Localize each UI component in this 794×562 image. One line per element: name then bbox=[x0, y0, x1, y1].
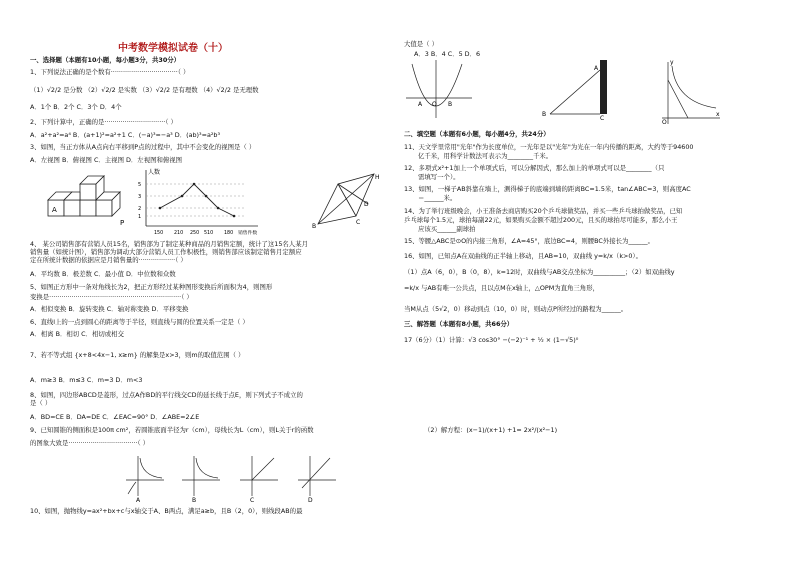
section-3-heading: 三、解答题（本题有8小题，共66分） bbox=[404, 320, 514, 328]
chart-tick-x: 510 bbox=[204, 231, 214, 236]
q11-text-1: 11、天文学里常用"光年"作为长度单位，一光年是以"光年"为光在一年内传播的距离，大约等于94600 bbox=[404, 143, 694, 151]
q9-label-a: A bbox=[136, 497, 141, 502]
q4-text-1: 4、 某公司销售部有营销人员15名，销售部为了制定某种商品的月销售定额，统计了这15名人某月 bbox=[30, 240, 308, 248]
chart-tick-x: 210 bbox=[174, 231, 184, 236]
chart-tick-x: 150 bbox=[154, 231, 164, 236]
chart-tick-x: 180 bbox=[224, 231, 234, 236]
svg-text:B: B bbox=[312, 223, 317, 230]
chart-y-label: 人数 bbox=[148, 169, 161, 176]
q8-text: 8、如图，四边形ABCD是菱形，过点A作BD的平行线交CD的延长线于点E，则下列式子不成立的 bbox=[30, 391, 303, 399]
q5-text-2: 变换是·································································（ ） bbox=[30, 293, 193, 301]
section-1-heading: 一、选择题（本题有10小题，每小题3分，共30分） bbox=[30, 56, 181, 64]
svg-text:A: A bbox=[418, 101, 423, 108]
q14-text-3: 应该买______副球拍 bbox=[418, 225, 476, 233]
svg-text:3: 3 bbox=[138, 194, 142, 200]
q9-graphs bbox=[124, 452, 354, 502]
q6-options: A．相离 B．相切 C．相切或相交 bbox=[30, 330, 124, 338]
q14-text-2: 乒乓球每个1.5元，球拍每副22元，如果购买金额不超过200元，且买的球拍尽可能多，那么小王 bbox=[404, 216, 678, 224]
q9-label-d: D bbox=[308, 497, 313, 502]
q9-text-1: 9、已知圆锥的侧面积是100π cm²，若圆锥底面半径为r（cm），母线长为L（cm），则L关于r的函数 bbox=[30, 426, 314, 434]
q5-options: A．相似变换 B．旋转变换 C．轴对称变换 D．平移变换 bbox=[30, 305, 189, 313]
sales-line-chart bbox=[134, 166, 264, 238]
q3-options: A．左视图 B．俯视图 C．主视图 D．左视图和俯视图 bbox=[30, 156, 183, 164]
q5-text-1: 5、如图正方形中一条对角线长为2，把正方形经过某种图形变换后所面积为4，则图形 bbox=[30, 283, 273, 291]
q2-options: A．a²+a²=a⁴ B．(a+1)²=a²+1 C．(−a)³=−a³ D．(ab)³=a²b³ bbox=[30, 131, 221, 139]
q11-text-2: 亿千米，用科学计数法可表示为________千米。 bbox=[418, 152, 553, 160]
q16-text-4: 当M从点（5√2，0）移动到点（10，0）时，则动点P所经过的路程为______。 bbox=[404, 305, 628, 313]
q12-text-1: 12、多项式x²+1加上一个单项式后，可以分解因式，那么加上的单项式可以是________（只 bbox=[404, 164, 665, 172]
fig3-label-p: P bbox=[120, 219, 125, 227]
chart-point bbox=[181, 195, 184, 198]
wall bbox=[600, 60, 607, 114]
q4-options: A．平均数 B．极差数 C．最小值 D．中位数和众数 bbox=[30, 270, 176, 278]
q7-text: 7、若不等式组 {x+8<4x−1, x≥m} 的解集是x>3，则m的取值范围（ ） bbox=[30, 351, 245, 359]
q3-text: 3、如图，当正方体从A点向右平移到P点的过程中，其中不会变化的视图是（ ） bbox=[30, 143, 256, 151]
q9-label-b: B bbox=[192, 497, 197, 502]
q9-text-2: 的图象大致是··································（ ） bbox=[30, 439, 150, 447]
hyperbola-figure bbox=[654, 58, 724, 126]
q8-options: A．BD=CE B．DA=DE C．∠EAC=90° D．∠ABE=2∠E bbox=[30, 413, 200, 421]
rhombus-figure bbox=[312, 170, 382, 232]
q13-text-1: 13、如图，一梯子AB斜靠在墙上，测得梯子的底端到墙的距离BC=1.5米，tan∠ABC=3，则高度AC bbox=[404, 185, 691, 193]
q9-label-c: C bbox=[250, 497, 255, 502]
q10-text: 10、如图，抛物线y=ax²+bx+c与x轴交于A、B两点，满足a≥b，且B（2，0），则线段AB的最 bbox=[30, 507, 303, 515]
q4-text-2: 销售量（如统计图），销售部为调动大部分营销人员工作积极性，则销售部应该制定销售月定额应 bbox=[30, 248, 302, 256]
q17-part1: 17（6分）（1）计算：√3 cos30° −(−2)⁻¹ + ½ × (1−√5)⁰ bbox=[404, 336, 579, 344]
q12-text-2: 需填写一个）。 bbox=[418, 173, 460, 181]
q10-continued: 大值是（ ） bbox=[404, 40, 438, 48]
parabola-figure bbox=[404, 58, 474, 120]
q1-options: （1）√2/2 是分数 （2）√2/2 是实数 （3）√2/2 是有理数 （4）√2/2 是无理数 bbox=[30, 86, 259, 94]
svg-text:H: H bbox=[375, 174, 380, 181]
q4-text-3: 定在所统计数据的依据应是月销售量的··················（ ） bbox=[30, 256, 187, 264]
svg-text:y: y bbox=[670, 59, 674, 66]
ladder-label-c: C bbox=[600, 115, 605, 120]
q17-part2: （2）解方程：(x−1)/(x+1) +1= 2x²/(x²−1) bbox=[424, 426, 558, 434]
chart-point bbox=[217, 207, 220, 210]
ladder-label-b: B bbox=[542, 111, 547, 118]
q16-text-1: 16、如图，已知点A在双曲线的正半轴上移动，且AB=10，双曲线 y=k/x（k>0）。 bbox=[404, 252, 643, 260]
q6-text: 6、直线l上的一点到圆心的距离等于半径，则直线与圆的位置关系一定是（ ） bbox=[30, 318, 249, 326]
svg-text:C: C bbox=[356, 219, 361, 226]
q8-text-2: 是（ ） bbox=[30, 399, 52, 407]
chart-point bbox=[193, 183, 196, 186]
q14-text-1: 14、为了举行班级晚会，小王准备去商店购买20个乒乓球做奖品，并买一些乒乓球拍做奖品，已知 bbox=[404, 207, 683, 215]
ladder-label-a: A bbox=[594, 65, 599, 72]
cubes-figure bbox=[40, 170, 132, 230]
q13-text-2: ＝______米。 bbox=[418, 194, 457, 202]
q15-text: 15、等腰△ABC是⊙O的内接三角形，∠A=45°，底边BC=4，则腰BC外接长为______。 bbox=[404, 237, 654, 245]
svg-text:O: O bbox=[432, 101, 437, 108]
chart-point bbox=[159, 207, 162, 210]
chart-tick-x: 250 bbox=[190, 231, 200, 236]
svg-text:2: 2 bbox=[138, 206, 142, 212]
q1-choices: A．1个 B．2个 C．3个 D．4个 bbox=[30, 103, 122, 111]
exam-title: 中考数学模拟试卷（十） bbox=[118, 43, 228, 54]
chart-x-label: 销售件数 bbox=[238, 231, 258, 236]
svg-text:O: O bbox=[662, 119, 667, 126]
chart-point bbox=[205, 195, 208, 198]
fig3-label-a: A bbox=[52, 206, 57, 214]
svg-text:5: 5 bbox=[138, 182, 142, 188]
svg-text:D: D bbox=[364, 201, 369, 208]
q16-text-2: （1）点A（6，0），B（0，8），k=12时，双曲线与AB交点坐标为__________；（2）如双曲线y bbox=[404, 268, 675, 276]
chart-point bbox=[233, 215, 236, 218]
q2-text: 2、下列计算中，正确的是······························（ ） bbox=[30, 118, 177, 126]
q1-text: 1、下列说法正确的是个数有·································（ ） bbox=[30, 68, 190, 76]
section-2-heading: 二、填空题（本题有6小题，每小题4分，共24分） bbox=[404, 130, 550, 138]
svg-text:x: x bbox=[716, 111, 720, 118]
q10-options: A．3 B．4 C．5 D．6 bbox=[414, 50, 481, 58]
q16-text-3: =k/x 与AB有唯一公共点，且以点M在x轴上，△OPM为直角三角形， bbox=[404, 284, 599, 292]
ladder-figure bbox=[536, 58, 616, 120]
svg-text:1: 1 bbox=[138, 214, 142, 220]
q7-options: A．m≥3 B．m≤3 C．m=3 D．m<3 bbox=[30, 376, 143, 384]
chart-series-line bbox=[160, 184, 234, 216]
svg-text:B: B bbox=[448, 101, 453, 108]
